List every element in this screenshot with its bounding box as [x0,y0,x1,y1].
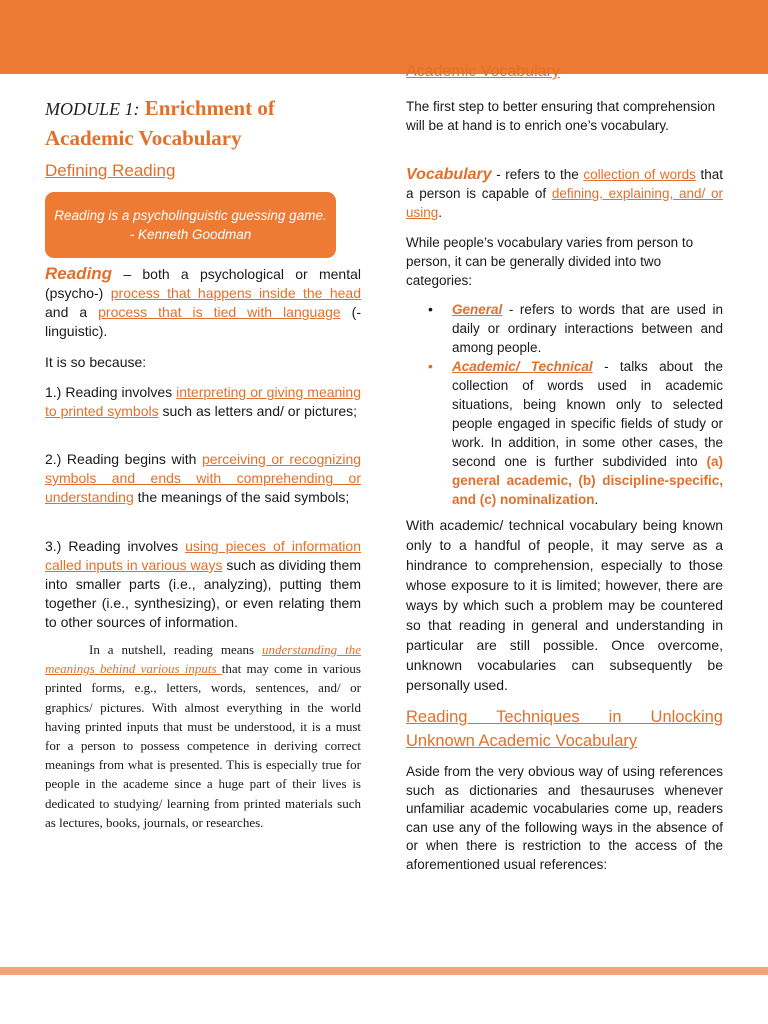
module-name: Enrichment of Academic Vocabulary [45,96,275,150]
module-label: MODULE 1: [45,99,140,119]
general-term[interactable]: General [452,302,503,317]
link-defining-explaining[interactable]: defining, explaining, and/ or using [406,186,723,220]
link-process-inside-head[interactable]: process that happens inside the head [110,285,361,301]
link-process-language[interactable]: process that is tied with language [98,304,341,320]
academic-technical-term[interactable]: Academic/ Technical [452,359,593,374]
link-understanding-meanings[interactable]: understanding the meanings behind various inputs [45,642,361,677]
link-using-inputs[interactable]: using pieces of information called inputs in various ways [45,538,361,573]
quote-box [45,192,336,258]
reason-item-3: 3.) Reading involves using pieces of information called inputs in various ways such as dividing them into smaller parts (i.e., analyzing), putting them together (i.e., synthesizing), or even relating them to other sources of information. [45,538,361,630]
reading-definition: Reading – both a psychological or mental (psycho-) process that happens inside the head and a process that is tied with language (-linguistic). [45,264,361,339]
link-interpreting[interactable]: interpreting or giving meaning to printed symbols [45,384,361,419]
header-band [0,0,768,74]
hindrance-paragraph: With academic/ technical vocabulary being known only to a handful of people, it may serve as a hindrance to comprehension, especially to those whose exposure to it is limited; however, there are ways by which such a problem may be countered so that reading in general and understanding in particular are still possible. Once overcome, unknown vocabularies can subsequently be personally used. [406,517,723,693]
bullet-icon: • [428,358,433,374]
nutshell-paragraph: In a nutshell, reading means understanding the meanings behind various inputs that may come in various printed forms, e.g., letters, words, sentences, and/ or graphics/ pictures. With almost everything in the world having printed inputs that must be understood, it is a must for a person to possess competence in deriving correct meanings from what is presented. This is especially true for people in the academe since a huge part of their lives is dedicated to studying/ learning from printed materials such as lectures, books, journals, or researches. [45,642,361,830]
aside-paragraph: Aside from the very obvious way of using references such as dictionaries and thesauruses whenever unfamiliar academic vocabularies come up, readers can use any of the following ways in the absence of or when there is restriction to the access of the aforementioned usual references: [406,764,723,872]
academic-vocabulary-heading: Academic Vocabulary [406,63,560,80]
subdivision-text: (a) general academic, (b) discipline-specific, and (c) nominalization [452,454,723,507]
reason-item-2: 2.) Reading begins with perceiving or recognizing symbols and ends with comprehending or understanding the meanings of the said symbols; [45,451,362,505]
because-text: It is so because: [45,354,147,370]
vocabulary-term: Vocabulary [406,166,492,183]
list-item: • General - refers to words that are used in daily or ordinary interactions between and among people. [428,301,723,355]
bullet-icon: • [428,301,433,317]
intro-text: The first step to better ensuring that comprehension will be at hand is to enrich one’s vocabulary. [406,99,716,133]
defining-reading-heading: Defining Reading [45,161,176,180]
link-perceiving[interactable]: perceiving or recognizing symbols and ends with comprehending or understanding [45,451,362,505]
list-item: • Academic/ Technical - talks about the collection of words used in academic situations, being known only to selected people engaged in specific fields of study or work. In addition, in some other cases, the second one is further subdivided into (a) general academic, (b) discipline-specific, and (c) nominalization. [428,358,723,507]
techniques-heading: Reading Techniques in Unlocking Unknown Academic Vocabulary [406,708,723,750]
footer-band [0,967,768,975]
link-collection-of-words[interactable]: collection of words [583,167,696,182]
quote-text: Reading is a psycholinguistic guessing game. - Kenneth Goodman [54,208,327,242]
varies-text: While people’s vocabulary varies from person to person, it can be generally divided into two categories: [406,235,694,288]
module-title [45,94,361,153]
reason-item-1: 1.) Reading involves interpreting or giving meaning to printed symbols such as letters and/ or pictures; [45,384,361,419]
reading-term: Reading [45,264,113,283]
category-list [428,300,723,509]
vocabulary-definition: Vocabulary - refers to the collection of words that a person is capable of defining, explaining, and/ or using. [406,166,723,220]
